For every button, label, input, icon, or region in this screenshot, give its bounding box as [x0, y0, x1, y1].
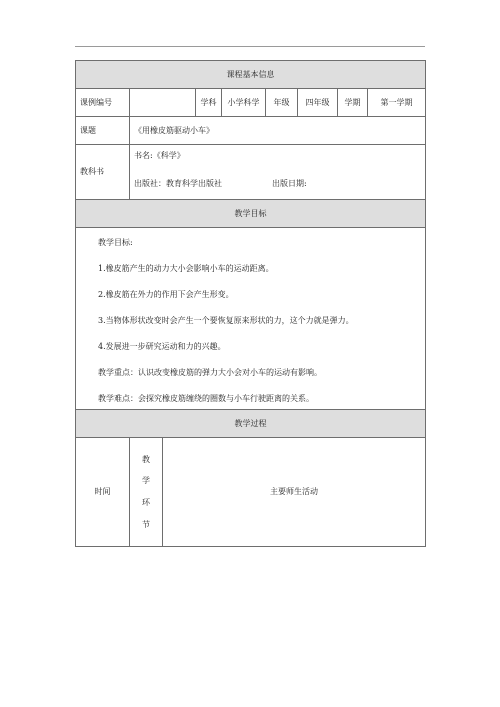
textbook-publisher: 出版社：教育科学出版社	[134, 179, 222, 188]
goal-item: 1.橡皮筋产生的动力大小会影响小车的运动距离。	[98, 264, 274, 273]
goal-item: 2.橡皮筋在外力的作用下会产生形变。	[98, 290, 234, 299]
stage-char: 教	[142, 454, 150, 464]
stage-char: 学	[142, 476, 150, 486]
textbook-row	[76, 145, 426, 200]
goals-header-row	[76, 200, 426, 228]
process-row	[76, 438, 426, 547]
goals-difficulty: 教学难点：会探究橡皮筋缠绕的圈数与小车行驶距离的关系。	[98, 394, 314, 403]
subject-value: 小学科学	[222, 89, 266, 117]
term-value: 第一学期	[368, 89, 426, 117]
topic-row	[76, 117, 426, 145]
goals-content	[76, 228, 426, 410]
textbook-title: 书名:《科学》	[134, 151, 185, 160]
goals-row	[76, 228, 426, 410]
basic-info-header-row	[76, 61, 426, 89]
stage-char: 节	[142, 519, 150, 529]
case-no-label: 课例编号	[76, 89, 130, 117]
meta-row	[76, 89, 426, 117]
term-label: 学期	[338, 89, 368, 117]
lesson-plan-table	[75, 60, 426, 547]
goal-item: 4.发展进一步研究运动和力的兴趣。	[98, 342, 226, 351]
top-rule	[75, 46, 425, 47]
process-activity-label: 主要师生活动	[163, 438, 426, 547]
topic-label: 课题	[76, 117, 130, 145]
case-no-value	[130, 89, 196, 117]
basic-info-header: 课程基本信息	[76, 61, 426, 89]
textbook-info	[130, 145, 426, 200]
goal-item: 3.当物体形状改变时会产生一个要恢复原来形状的力，这个力就是弹力。	[98, 316, 354, 325]
grade-value: 四年级	[298, 89, 338, 117]
subject-label: 学科	[196, 89, 222, 117]
textbook-label: 教科书	[76, 145, 130, 200]
goals-key-point: 教学重点：认识改变橡皮筋的弹力大小会对小车的运动有影响。	[98, 368, 322, 377]
goals-intro: 教学目标:	[98, 238, 133, 247]
stage-char: 环	[142, 498, 150, 507]
grade-label: 年级	[266, 89, 298, 117]
process-header-row	[76, 410, 426, 438]
topic-value: 《用橡皮筋驱动小车》	[130, 117, 426, 145]
goals-header: 教学目标	[76, 200, 426, 228]
process-time-label: 时间	[76, 438, 130, 547]
lesson-plan-document	[75, 60, 425, 547]
process-header: 教学过程	[76, 410, 426, 438]
textbook-date: 出版日期:	[272, 179, 307, 188]
process-stage-label	[130, 438, 163, 547]
